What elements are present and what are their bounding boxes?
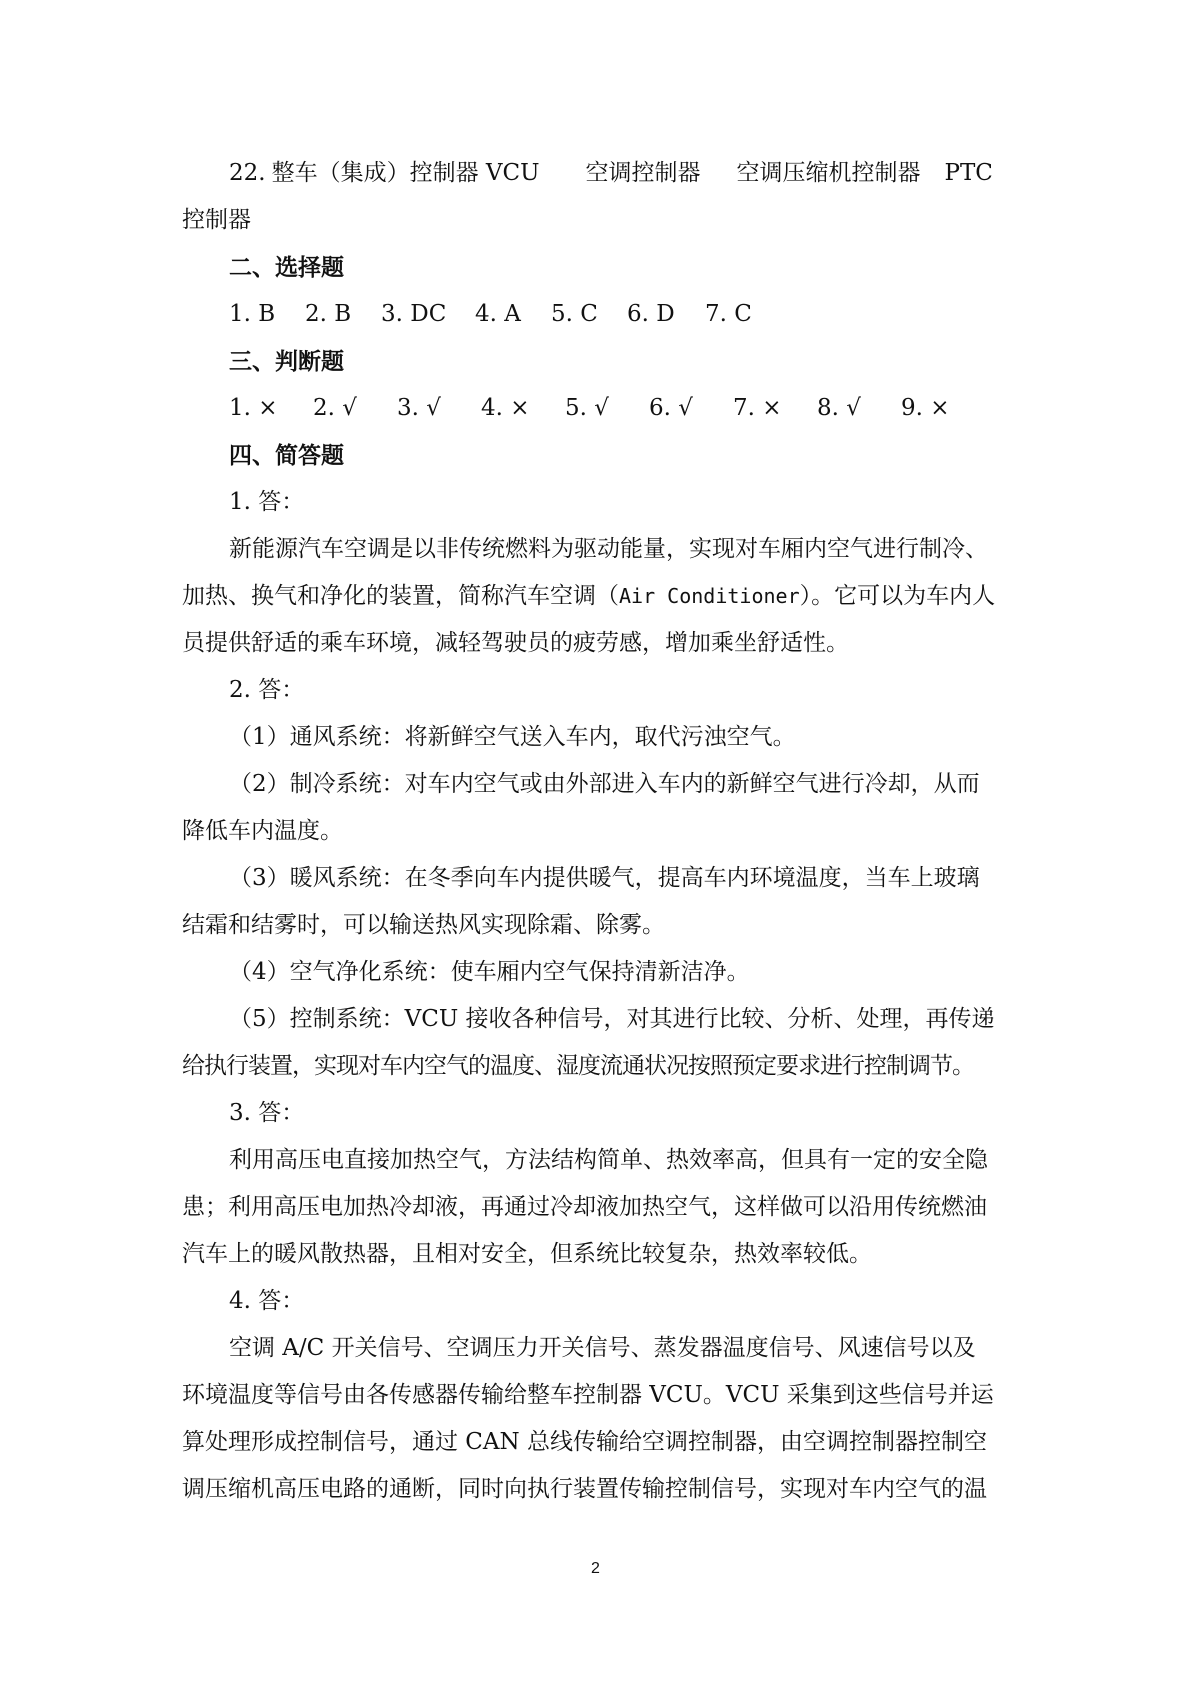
answer2-item1: （1）通风系统：将新鲜空气送入车内，取代污浊空气。 bbox=[229, 724, 796, 750]
answer4-label: 4. 答： bbox=[229, 1288, 305, 1314]
judge-answer: 9. × bbox=[901, 395, 950, 421]
judge-answer: 6. √ bbox=[649, 395, 693, 421]
judge-answer: 7. × bbox=[733, 395, 782, 421]
choice-answer: 4. A bbox=[475, 301, 521, 327]
q22-item-vcu: 整车（集成）控制器 VCU bbox=[271, 160, 540, 186]
answer3-line1: 利用高压电直接加热空气，方法结构简单、热效率高，但具有一定的安全隐 bbox=[229, 1147, 988, 1173]
answer1-line2-a: 加热、换气和净化的装置，简称汽车空调（ bbox=[182, 583, 619, 609]
choice-answer: 5. C bbox=[551, 301, 598, 327]
choice-answer: 7. C bbox=[705, 301, 752, 327]
choice-answer: 6. D bbox=[627, 301, 675, 327]
q22-item-ptc: PTC bbox=[944, 160, 993, 186]
answer1-line1: 新能源汽车空调是以非传统燃料为驱动能量，实现对车厢内空气进行制冷、 bbox=[229, 536, 988, 562]
answer2-item5-line1: （5）控制系统：VCU 接收各种信号，对其进行比较、分析、处理，再传递 bbox=[229, 1006, 995, 1032]
answer1-line2 bbox=[182, 573, 1024, 620]
q22-line bbox=[182, 150, 1024, 197]
answer1-line2-c: ）。它可以为车内人 bbox=[799, 583, 996, 609]
judge-answer: 2. √ bbox=[313, 395, 357, 421]
answer1-line2-term: Air Conditioner bbox=[619, 584, 800, 608]
answer3-label: 3. 答： bbox=[229, 1100, 305, 1126]
judge-answer: 8. √ bbox=[817, 395, 861, 421]
q22-continuation: 控制器 bbox=[182, 207, 251, 233]
answer2-label: 2. 答： bbox=[229, 677, 305, 703]
answer1-line3: 员提供舒适的乘车环境，减轻驾驶员的疲劳感，增加乘坐舒适性。 bbox=[182, 630, 849, 656]
answer4-line4: 调压缩机高压电路的通断，同时向执行装置传输控制信号，实现对车内空气的温 bbox=[182, 1476, 987, 1502]
judge-answer: 4. × bbox=[481, 395, 530, 421]
page-number: 2 bbox=[591, 1560, 600, 1577]
judge-answer: 1. × bbox=[229, 395, 278, 421]
page-content bbox=[182, 150, 1024, 1513]
answer2-item3-line1: （3）暖风系统：在冬季向车内提供暖气，提高车内环境温度，当车上玻璃 bbox=[229, 865, 980, 891]
choice-answer: 1. B bbox=[229, 301, 276, 327]
answer4-line2: 环境温度等信号由各传感器传输给整车控制器 VCU。VCU 采集到这些信号并运 bbox=[182, 1382, 994, 1408]
answer4-line3: 算处理形成控制信号，通过 CAN 总线传输给空调控制器，由空调控制器控制空 bbox=[182, 1429, 987, 1455]
answer2-item4: （4）空气净化系统：使车厢内空气保持清新洁净。 bbox=[229, 959, 750, 985]
answer3-line2: 患；利用高压电加热冷却液，再通过冷却液加热空气，这样做可以沿用传统燃油 bbox=[182, 1194, 987, 1220]
section4-title: 四、简答题 bbox=[229, 442, 344, 469]
judge-answer: 3. √ bbox=[397, 395, 441, 421]
choice-answer: 3. DC bbox=[381, 301, 447, 327]
answer2-item2-line1: （2）制冷系统：对车内空气或由外部进入车内的新鲜空气进行冷却，从而 bbox=[229, 771, 980, 797]
section2-answers bbox=[182, 291, 1024, 338]
answer2-item3-line2: 结霜和结雾时，可以输送热风实现除霜、除雾。 bbox=[182, 912, 665, 938]
answer4-line1: 空调 A/C 开关信号、空调压力开关信号、蒸发器温度信号、风速信号以及 bbox=[229, 1335, 976, 1361]
answer2-item2-line2: 降低车内温度。 bbox=[182, 818, 343, 844]
answer2-item5-line2: 给执行装置，实现对车内空气的温度、湿度流通状况按照预定要求进行控制调节。 bbox=[182, 1053, 974, 1079]
q22-number: 22. bbox=[229, 160, 266, 186]
choice-answer: 2. B bbox=[305, 301, 352, 327]
answer3-line3: 汽车上的暖风散热器，且相对安全，但系统比较复杂，热效率较低。 bbox=[182, 1241, 872, 1267]
section3-title: 三、判断题 bbox=[229, 348, 344, 375]
section2-title: 二、选择题 bbox=[229, 254, 344, 281]
q22-item-compressor-controller: 空调压缩机控制器 bbox=[736, 160, 921, 186]
section3-answers bbox=[182, 385, 1024, 432]
answer1-label: 1. 答： bbox=[229, 489, 305, 515]
q22-item-ac-controller: 空调控制器 bbox=[585, 160, 701, 186]
judge-answer: 5. √ bbox=[565, 395, 609, 421]
